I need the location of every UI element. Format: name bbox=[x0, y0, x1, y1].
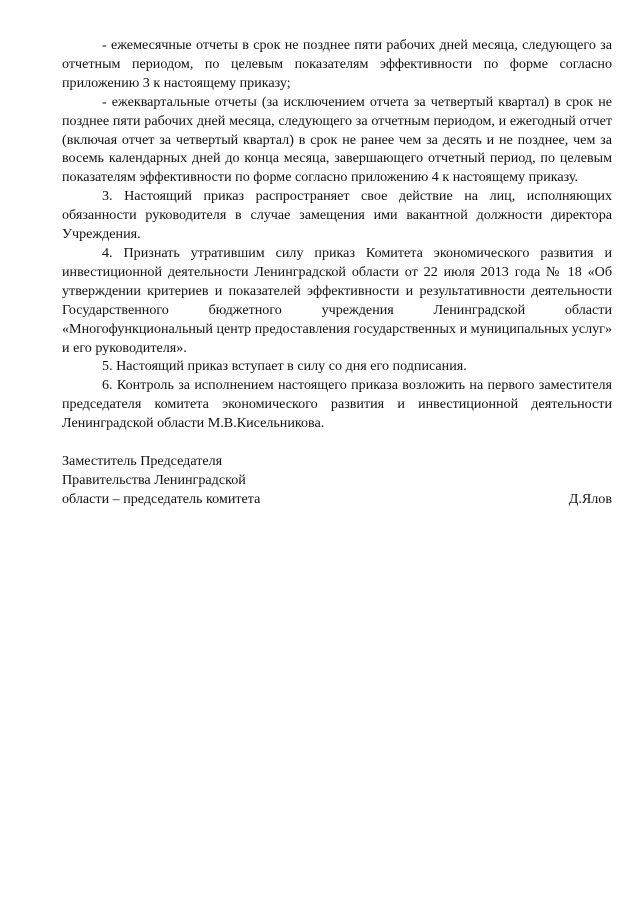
signature-title-line-2: Правительства Ленинградской bbox=[62, 471, 246, 488]
paragraph-item-3: 3. Настоящий приказ распространяет свое действие на лиц, исполняющих обязанности руководителя в случае замещения ими вакантной должности директора Учреждения. bbox=[62, 188, 612, 243]
paragraph-item-5: 5. Настоящий приказ вступает в силу со дня его подписания. bbox=[102, 358, 467, 375]
paragraph-item-4: 4. Признать утратившим силу приказ Комитета экономического развития и инвестиционной деятельности Ленинградской области от 22 июля 2013 года № 18 «Об утверждении критериев и показателей эффективности и результативности деятельности Государственного бюджетного учреждения Ленинградской области «Многофункциональный центр предоставления государственных и муниципальных услуг» и его руководителя». bbox=[62, 244, 612, 356]
signature-block bbox=[62, 452, 612, 509]
document-body bbox=[62, 36, 612, 433]
signature-title-line-3: области – председатель комитета bbox=[62, 490, 261, 507]
paragraph-monthly-reports: - ежемесячные отчеты в срок не позднее пяти рабочих дней месяца, следующего за отчетным периодом, по целевым показателям эффективности по форме согласно приложению 3 к настоящему приказу; bbox=[62, 37, 612, 91]
paragraph-quarterly-reports: - ежеквартальные отчеты (за исключением отчета за четвертый квартал) в срок не позднее пяти рабочих дней месяца, следующего за отчетным периодом, и ежегодный отчет (включая отчет за четвертый квартал) в срок не ранее чем за десять и не позднее, чем за восемь календарных дней до конца месяца, завершающего отчетный период, по целевым показателям эффективности по форме согласно приложению 4 к настоящему приказу. bbox=[62, 93, 612, 186]
paragraph-item-6: 6. Контроль за исполнением настоящего приказа возложить на первого заместителя председателя комитета экономического развития и инвестиционной деятельности Ленинградской области М.В.Кисельникова. bbox=[62, 377, 612, 432]
signature-row bbox=[62, 490, 612, 509]
signatory-name: Д.Ялов bbox=[568, 490, 612, 507]
signature-title-line-1: Заместитель Председателя bbox=[62, 453, 223, 469]
